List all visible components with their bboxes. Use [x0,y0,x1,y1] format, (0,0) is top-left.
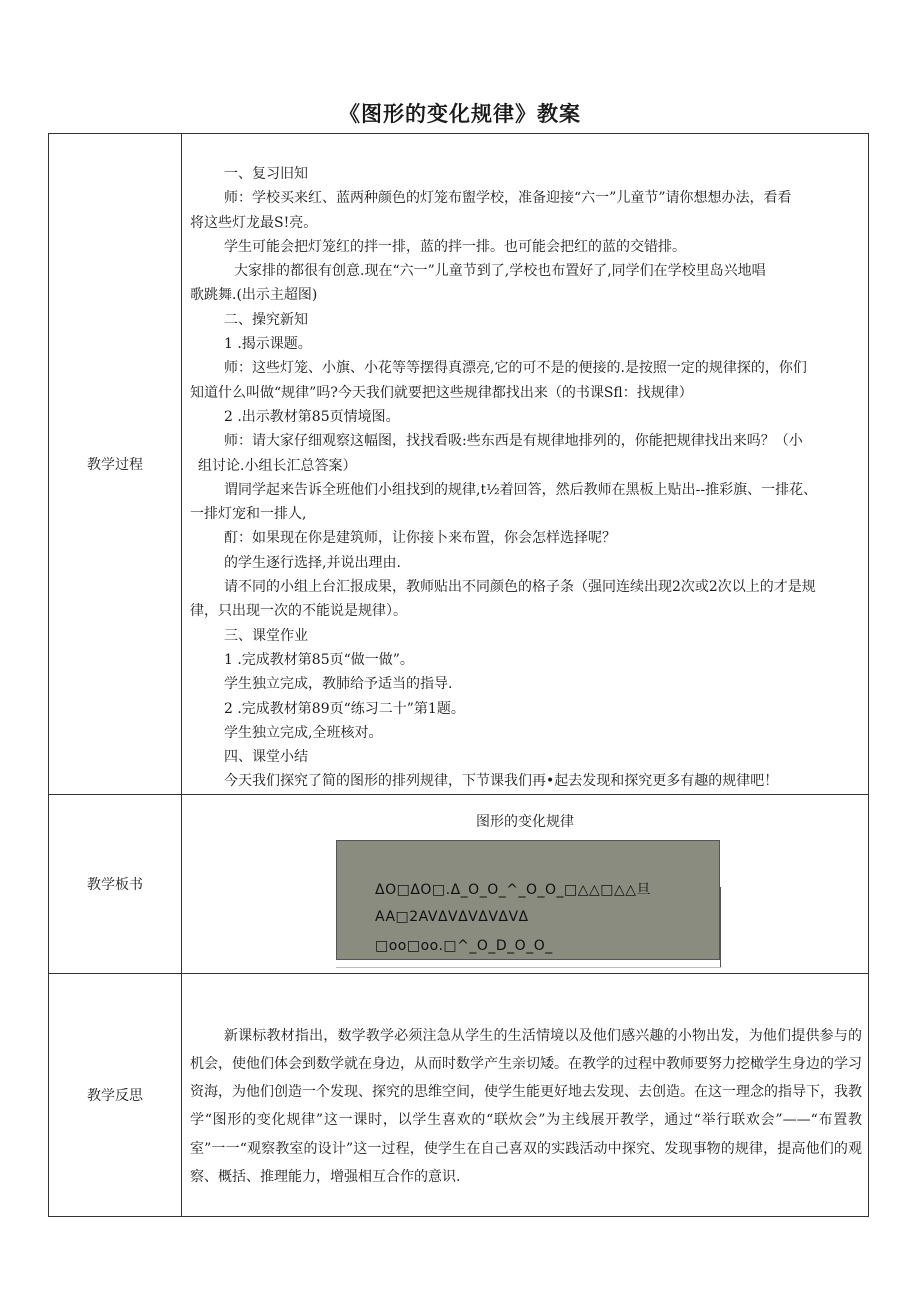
process-line: 大家排的都很有创意.现在“六一”儿童节到了,学校也布置好了,同学们在学校里岛兴地唱 [234,263,766,280]
process-line: 师：请大家仔细观察这幅图，找找看吸:些东西是有规律地排列的，你能把规律找出来吗？（小 [224,433,803,450]
reflection-text: 新课标教材指出，数学教学必须注急从学生的生活情境以及他们感兴趣的小物出发，为他们提供参与的机会，使他们体会到数学就在身边，从而时数学产生亲切矮。在教学的过程中教师要努力挖橄学生身边的学习资海，为他们创造一个发现、探究的思维空间，使学生能更好地去发现、去创造。在这一理念的指导下，我教学“图形的变化规律”这一课时，以学生喜欢的“联炊会”为主线展开教学，通过“举行联欢会”——“布置教室”一一“观察教室的设计”这一过程，使学生在自己喜双的实践活动中探究、发现事物的规律，提高他们的观察、概括、推理能力，增强相互合作的意识. [190,1027,862,1185]
board-line: AA□2AVΔVΔVΔVΔVΔ [375,908,529,925]
row-teaching-process [49,134,869,795]
process-line: 学生独立完成,全班核对。 [224,724,383,741]
row-blackboard [49,794,869,973]
process-line: 一、复习旧知 [224,166,308,182]
process-content [182,134,869,795]
row-label-process: 教学过程 [49,134,182,795]
process-line: 今天我们探究了简的图形的排列规律，下节课我们再•起去发现和探究更多有趣的规律吧！ [224,773,779,790]
process-line: 学生可能会把灯笼红的拌一排，蓝的拌一排。也可能会把红的蓝的交错排。 [224,238,686,255]
process-line: 四、课堂小结 [224,749,308,766]
process-line: 酊：如果现在你是建筑师，让你接卜来布置，你会怎样选择呢？ [224,530,616,547]
process-line: 师：这些灯笼、小旗、小花等等摆得真漂亮,它的可不是的便接的.是按照一定的规律探的，你们 [224,360,807,377]
board-heading: 图形的变化规律 [476,813,574,830]
board-edge [336,967,721,968]
row-label-reflection: 教学反思 [49,973,182,1216]
process-line: 三、课堂作业 [224,627,308,644]
reflection-content [182,973,869,1216]
process-line: 的学生逐行选择,并说出理由. [224,554,401,571]
process-line: 将这些灯龙最S!亮。 [190,214,318,231]
lesson-plan-table [48,133,869,1217]
process-line: 歌跳舞.(出示主超图) [190,287,318,304]
blackboard-image [336,840,720,960]
process-line: 请不同的小组上台汇报成果，教师贴出不同颜色的格子条（强冋连续出现2次或2次以上的才是规 [224,579,816,596]
process-line: 谓同学起来告诉全班他们小组找到的规律,t½着回答，然后教师在黑板上贴出--推彩旗、一排花、 [224,481,818,498]
process-line: 二、操究新知 [224,311,308,328]
board-content [182,794,869,973]
row-reflection [49,973,869,1216]
process-line: 组讨论.小组长汇总答案） [198,457,357,474]
board-line: □oo□oo.□^_O_D_O_O_ [375,937,553,954]
board-edge [720,887,721,967]
process-line: 一排灯宠和一排人, [190,506,307,523]
process-line: 1 .揭示课题。 [224,336,312,353]
row-label-board: 教学板书 [49,794,182,973]
process-line: 2 .出示教材第85页情境图。 [224,408,400,425]
process-line: 1 .完成教材第85页“做一做”。 [224,651,414,668]
process-line: 律，只出现一次的不能说是规律）。 [190,603,407,620]
board-line: ΔO□ΔO□.Δ_O_O_^_O_O_□△△□△△旦 [375,881,652,898]
process-line: 师：学校买来红、蓝两种颜色的灯笼布盥学校，准备迎接“六一”儿童节”请你想想办法，看看 [224,190,792,207]
process-line: 2 .完成教材第89页“练习二十”第1题。 [224,700,465,717]
page-title: 《图形的变化规律》教案 [339,102,581,126]
process-line: 学生独立完成，教肺给予适当的指导. [224,676,453,693]
process-line: 知道什么叫做“规律”吗?今天我们就要把这些规律都找出来（的书课Sfl：找规律） [190,384,693,401]
